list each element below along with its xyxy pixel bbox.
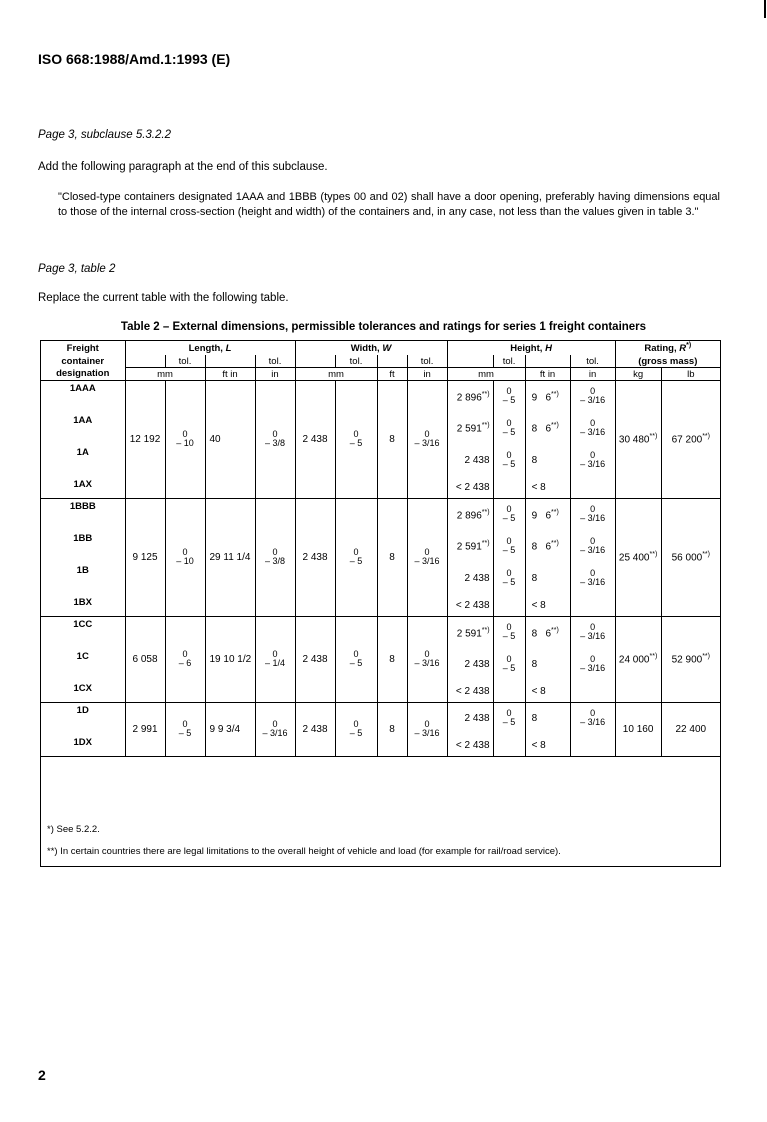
tolerance-lower: – 3/16 bbox=[580, 631, 606, 642]
tolerance-upper: 0 bbox=[182, 649, 188, 659]
tolerance-upper: 0 bbox=[590, 386, 596, 397]
rating-lb: 22 400 bbox=[661, 703, 720, 757]
tolerance-value bbox=[503, 569, 516, 587]
tolerance-value bbox=[503, 451, 516, 469]
length-ft-in: 29 11 1/4 bbox=[205, 499, 255, 617]
tolerance-value bbox=[580, 709, 605, 727]
tolerance-value bbox=[350, 430, 363, 448]
tolerance-upper: 0 bbox=[590, 622, 596, 633]
height-ft-in: < 8 bbox=[525, 595, 570, 617]
tolerance-upper: 0 bbox=[506, 622, 512, 633]
hdr-height: Height, H bbox=[447, 341, 615, 355]
tolerance-lower: – 5 bbox=[349, 728, 363, 738]
width-tol bbox=[335, 617, 377, 703]
height-tol bbox=[493, 413, 525, 445]
height-mm: 2 896**) bbox=[447, 381, 493, 413]
table-caption: Table 2 – External dimensions, permissible tolerances and ratings for series 1 freight containers bbox=[120, 321, 647, 333]
height-mm: 2 591**) bbox=[447, 531, 493, 563]
tolerance-value bbox=[265, 430, 285, 448]
tolerance-lower: – 3/8 bbox=[264, 556, 286, 566]
tolerance-lower: – 3/16 bbox=[262, 728, 288, 738]
tolerance-value bbox=[265, 650, 285, 668]
tolerance-upper: 0 bbox=[353, 719, 359, 729]
tolerance-value bbox=[262, 720, 287, 738]
height-in-tol bbox=[570, 413, 615, 445]
tolerance-value bbox=[580, 623, 605, 641]
hdr-gross: (gross mass) bbox=[615, 355, 720, 368]
tolerance-lower: – 5 bbox=[502, 663, 516, 673]
height-in-tol bbox=[570, 595, 615, 617]
height-tol bbox=[493, 595, 525, 617]
tolerance-upper: 0 bbox=[506, 450, 512, 460]
tolerance-lower: – 3/16 bbox=[580, 459, 606, 469]
tolerance-upper: 0 bbox=[590, 504, 596, 515]
length-in-tol bbox=[255, 499, 295, 617]
tolerance-value bbox=[179, 720, 192, 738]
hdr-wid-mm: mm bbox=[295, 368, 377, 381]
tolerance-upper: 0 bbox=[353, 649, 359, 659]
height-mm: < 2 438 bbox=[447, 735, 493, 757]
height-tol bbox=[493, 649, 525, 681]
height-in-tol bbox=[570, 477, 615, 499]
height-ft-in: 8 6**) bbox=[525, 531, 570, 563]
tolerance-upper: 0 bbox=[424, 649, 430, 659]
designation-cell: 1CX bbox=[73, 682, 92, 694]
hdr-designation: designation bbox=[41, 368, 125, 381]
tolerance-upper: 0 bbox=[506, 654, 512, 664]
tolerance-lower: – 5 bbox=[502, 459, 516, 469]
section2-ref: Page 3, table 2 bbox=[38, 263, 116, 275]
width-ft: 8 bbox=[377, 381, 407, 499]
rating-kg: 30 480**) bbox=[615, 381, 661, 499]
hdr-h-ftin: ft in bbox=[525, 368, 570, 381]
tolerance-value bbox=[503, 655, 516, 673]
length-tol bbox=[165, 499, 205, 617]
tolerance-value bbox=[179, 650, 192, 668]
hdr-lb: lb bbox=[661, 368, 720, 381]
table-row bbox=[41, 499, 720, 531]
rating-kg: 10 160 bbox=[615, 703, 661, 757]
section2-instruction: Replace the current table with the following table. bbox=[38, 292, 289, 304]
footnote-2: **) In certain countries there are legal limitations to the overall height of vehicle and load (for example for rail/road service). bbox=[47, 846, 561, 857]
width-mm: 2 438 bbox=[295, 381, 335, 499]
height-ft-in: 8 bbox=[525, 703, 570, 735]
tolerance-upper: 0 bbox=[272, 649, 278, 659]
tolerance-value bbox=[350, 650, 363, 668]
rating-lb: 52 900**) bbox=[661, 617, 720, 703]
tolerance-upper: 0 bbox=[506, 708, 512, 719]
height-mm: 2 438 bbox=[447, 649, 493, 681]
length-tol bbox=[165, 381, 205, 499]
hdr-width: Width, W bbox=[295, 341, 447, 355]
tolerance-lower: – 3/16 bbox=[414, 438, 440, 448]
tolerance-upper: 0 bbox=[424, 547, 430, 557]
tolerance-value bbox=[350, 720, 363, 738]
margin-mark bbox=[764, 0, 766, 18]
designation-cell: 1A bbox=[76, 446, 89, 458]
tolerance-upper: 0 bbox=[272, 547, 278, 557]
hdr-h-mm: mm bbox=[447, 368, 525, 381]
height-tol bbox=[493, 531, 525, 563]
hdr-len-in-tol: tol. bbox=[255, 355, 295, 368]
rating-lb: 56 000**) bbox=[661, 499, 720, 617]
tolerance-lower: – 5 bbox=[502, 717, 516, 728]
width-mm: 2 438 bbox=[295, 703, 335, 757]
tolerance-value bbox=[415, 430, 440, 448]
tolerance-value bbox=[350, 548, 363, 566]
tolerance-lower: – 3/16 bbox=[580, 513, 606, 524]
tolerance-value bbox=[503, 537, 516, 555]
tolerance-lower: – 5 bbox=[502, 395, 516, 406]
designation-cell: 1CC bbox=[41, 617, 125, 649]
tolerance-lower: – 3/16 bbox=[414, 658, 440, 668]
height-mm: 2 591**) bbox=[447, 413, 493, 445]
designation-cell: 1BB bbox=[73, 532, 93, 544]
hdr-h-tol: tol. bbox=[493, 355, 525, 368]
hdr-wid-in: in bbox=[407, 368, 447, 381]
designation-cell: 1DX bbox=[73, 736, 92, 748]
tolerance-lower: – 5 bbox=[502, 545, 516, 555]
tolerance-lower: – 3/16 bbox=[580, 717, 606, 728]
height-mm: < 2 438 bbox=[447, 477, 493, 499]
tolerance-upper: 0 bbox=[424, 429, 430, 439]
tolerance-lower: – 10 bbox=[176, 438, 194, 448]
hdr-len-mm: mm bbox=[125, 368, 205, 381]
tolerance-value bbox=[503, 709, 516, 727]
section1-ref: Page 3, subclause 5.3.2.2 bbox=[38, 129, 171, 141]
tolerance-lower: – 5 bbox=[349, 556, 363, 566]
tolerance-upper: 0 bbox=[182, 547, 188, 557]
height-tol bbox=[493, 735, 525, 757]
width-ft: 8 bbox=[377, 617, 407, 703]
hdr-len-tol: tol. bbox=[165, 355, 205, 368]
height-tol bbox=[493, 703, 525, 735]
page-number: 2 bbox=[38, 1067, 46, 1083]
tolerance-lower: – 5 bbox=[502, 427, 516, 437]
tolerance-value bbox=[580, 569, 605, 587]
tolerance-value bbox=[503, 623, 516, 641]
designation-cell: 1B bbox=[76, 564, 89, 576]
hdr-h-in: in bbox=[570, 368, 615, 381]
tolerance-value bbox=[580, 387, 605, 405]
height-in-tol bbox=[570, 649, 615, 681]
designation-cell: 1BX bbox=[73, 596, 92, 608]
height-ft-in: 9 6**) bbox=[525, 381, 570, 413]
width-tol bbox=[335, 499, 377, 617]
tolerance-lower: – 10 bbox=[176, 556, 194, 566]
length-in-tol bbox=[255, 617, 295, 703]
tolerance-lower: – 5 bbox=[502, 631, 516, 642]
designation-cell: 1BBB bbox=[41, 499, 125, 531]
length-ft-in: 9 9 3/4 bbox=[205, 703, 255, 757]
height-ft-in: 8 6**) bbox=[525, 413, 570, 445]
height-mm: < 2 438 bbox=[447, 595, 493, 617]
tolerance-upper: 0 bbox=[424, 719, 430, 729]
designation-cell: 1D bbox=[41, 703, 125, 735]
height-in-tol bbox=[570, 735, 615, 757]
width-mm: 2 438 bbox=[295, 499, 335, 617]
hdr-length: Length, L bbox=[125, 341, 295, 355]
length-ft-in: 40 bbox=[205, 381, 255, 499]
height-mm: 2 438 bbox=[447, 703, 493, 735]
tolerance-value bbox=[580, 505, 605, 523]
dimensions-table bbox=[40, 340, 721, 867]
rating-kg: 24 000**) bbox=[615, 617, 661, 703]
length-mm: 9 125 bbox=[125, 499, 165, 617]
height-in-tol bbox=[570, 381, 615, 413]
tolerance-lower: – 5 bbox=[178, 728, 192, 738]
height-mm: 2 896**) bbox=[447, 499, 493, 531]
table-row bbox=[41, 703, 720, 735]
tolerance-value bbox=[580, 419, 605, 437]
height-tol bbox=[493, 563, 525, 595]
length-ft-in: 19 10 1/2 bbox=[205, 617, 255, 703]
tolerance-upper: 0 bbox=[590, 568, 596, 578]
height-tol bbox=[493, 445, 525, 477]
height-mm: 2 438 bbox=[447, 445, 493, 477]
tolerance-upper: 0 bbox=[506, 418, 512, 428]
tolerance-value bbox=[265, 548, 285, 566]
width-in-tol bbox=[407, 617, 447, 703]
document-header: ISO 668:1988/Amd.1:1993 (E) bbox=[38, 51, 231, 67]
section1-instruction: Add the following paragraph at the end of this subclause. bbox=[38, 161, 328, 173]
height-in-tol bbox=[570, 617, 615, 649]
tolerance-lower: – 3/16 bbox=[580, 663, 606, 673]
width-in-tol bbox=[407, 381, 447, 499]
tolerance-value bbox=[415, 650, 440, 668]
table-row bbox=[41, 617, 720, 649]
section1-quote: "Closed-type containers designated 1AAA and 1BBB (types 00 and 02) shall have a door opening, preferably having dimensions equal to those of the internal cross-section (height and width) of the containers and, in any case, not less than the values given in table 3." bbox=[58, 191, 720, 218]
tolerance-value bbox=[503, 419, 516, 437]
height-ft-in: 8 6**) bbox=[525, 617, 570, 649]
length-in-tol bbox=[255, 381, 295, 499]
hdr-rating: Rating, R*) bbox=[615, 341, 720, 355]
tolerance-lower: – 5 bbox=[502, 577, 516, 587]
height-in-tol bbox=[570, 681, 615, 703]
height-ft-in: 8 bbox=[525, 649, 570, 681]
height-ft-in: 9 6**) bbox=[525, 499, 570, 531]
height-tol bbox=[493, 381, 525, 413]
tolerance-upper: 0 bbox=[590, 450, 596, 460]
tolerance-lower: – 3/16 bbox=[414, 728, 440, 738]
designation-cell: 1AA bbox=[73, 414, 93, 426]
tolerance-value bbox=[580, 451, 605, 469]
tolerance-lower: – 3/16 bbox=[414, 556, 440, 566]
length-mm: 12 192 bbox=[125, 381, 165, 499]
length-mm: 2 991 bbox=[125, 703, 165, 757]
height-in-tol bbox=[570, 703, 615, 735]
tolerance-upper: 0 bbox=[272, 429, 278, 439]
tolerance-value bbox=[415, 720, 440, 738]
designation-cell: 1AX bbox=[73, 478, 92, 490]
height-mm: 2 438 bbox=[447, 563, 493, 595]
length-tol bbox=[165, 703, 205, 757]
tolerance-lower: – 3/16 bbox=[580, 395, 606, 406]
width-mm: 2 438 bbox=[295, 617, 335, 703]
tolerance-upper: 0 bbox=[182, 429, 188, 439]
tolerance-upper: 0 bbox=[506, 504, 512, 515]
tolerance-upper: 0 bbox=[182, 719, 188, 729]
width-in-tol bbox=[407, 499, 447, 617]
tolerance-lower: – 6 bbox=[178, 658, 192, 668]
tolerance-upper: 0 bbox=[506, 568, 512, 578]
tolerance-upper: 0 bbox=[272, 719, 278, 729]
height-ft-in: < 8 bbox=[525, 681, 570, 703]
height-mm: 2 591**) bbox=[447, 617, 493, 649]
designation-cell: 1C bbox=[76, 650, 89, 662]
tolerance-value bbox=[176, 430, 194, 448]
height-ft-in: < 8 bbox=[525, 477, 570, 499]
height-tol bbox=[493, 617, 525, 649]
footnote-1: *) See 5.2.2. bbox=[47, 824, 100, 835]
height-ft-in: 8 bbox=[525, 445, 570, 477]
designation-cell: 1AAA bbox=[69, 383, 96, 394]
tolerance-lower: – 3/16 bbox=[580, 545, 606, 555]
tolerance-lower: – 3/16 bbox=[580, 577, 606, 587]
length-tol bbox=[165, 617, 205, 703]
hdr-freight: Freight bbox=[66, 342, 99, 354]
tolerance-lower: – 5 bbox=[349, 438, 363, 448]
width-tol bbox=[335, 381, 377, 499]
tolerance-lower: – 5 bbox=[349, 658, 363, 668]
tolerance-upper: 0 bbox=[590, 708, 596, 719]
tolerance-lower: – 3/16 bbox=[580, 427, 606, 437]
height-tol bbox=[493, 681, 525, 703]
width-in-tol bbox=[407, 703, 447, 757]
height-in-tol bbox=[570, 563, 615, 595]
tolerance-upper: 0 bbox=[353, 547, 359, 557]
tolerance-value bbox=[503, 505, 516, 523]
height-mm: < 2 438 bbox=[447, 681, 493, 703]
hdr-len-ftin: ft in bbox=[205, 368, 255, 381]
hdr-wid-tol: tol. bbox=[335, 355, 377, 368]
tolerance-lower: – 1/4 bbox=[264, 658, 286, 668]
height-in-tol bbox=[570, 531, 615, 563]
height-tol bbox=[493, 499, 525, 531]
height-tol bbox=[493, 477, 525, 499]
height-in-tol bbox=[570, 445, 615, 477]
hdr-kg: kg bbox=[615, 368, 661, 381]
tolerance-lower: – 3/8 bbox=[264, 438, 286, 448]
table-row bbox=[41, 381, 720, 413]
rating-kg: 25 400**) bbox=[615, 499, 661, 617]
hdr-wid-in-tol: tol. bbox=[407, 355, 447, 368]
tolerance-value bbox=[503, 387, 516, 405]
tolerance-upper: 0 bbox=[353, 429, 359, 439]
length-in-tol bbox=[255, 703, 295, 757]
tolerance-upper: 0 bbox=[590, 418, 596, 428]
rating-lb: 67 200**) bbox=[661, 381, 720, 499]
hdr-wid-ft: ft bbox=[377, 368, 407, 381]
width-ft: 8 bbox=[377, 703, 407, 757]
tolerance-upper: 0 bbox=[506, 536, 512, 546]
tolerance-upper: 0 bbox=[506, 386, 512, 397]
tolerance-upper: 0 bbox=[590, 536, 596, 546]
hdr-h-in-tol: tol. bbox=[570, 355, 615, 368]
width-ft: 8 bbox=[377, 499, 407, 617]
tolerance-value bbox=[415, 548, 440, 566]
height-in-tol bbox=[570, 499, 615, 531]
tolerance-value bbox=[176, 548, 194, 566]
height-ft-in: < 8 bbox=[525, 735, 570, 757]
tolerance-value bbox=[580, 537, 605, 555]
tolerance-value bbox=[580, 655, 605, 673]
hdr-len-in: in bbox=[255, 368, 295, 381]
tolerance-lower: – 5 bbox=[502, 513, 516, 524]
length-mm: 6 058 bbox=[125, 617, 165, 703]
width-tol bbox=[335, 703, 377, 757]
hdr-container: container bbox=[61, 355, 105, 367]
tolerance-upper: 0 bbox=[590, 654, 596, 664]
height-ft-in: 8 bbox=[525, 563, 570, 595]
